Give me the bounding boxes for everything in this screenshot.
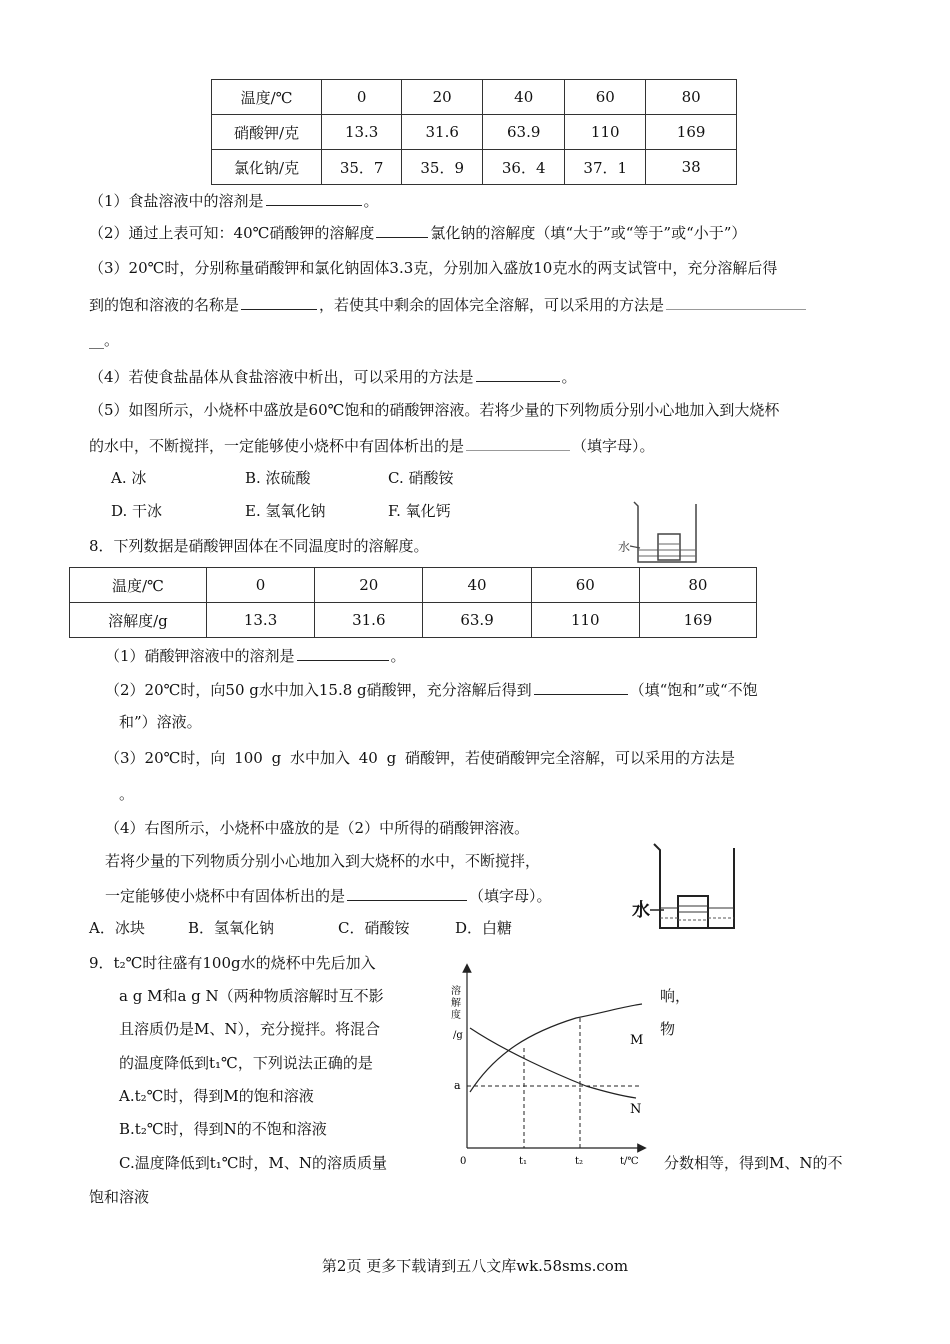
q9-stem-line3: 且溶质仍是M、N），充分搅拌。将混合 [119,1020,380,1038]
table1-cell: 20 [402,80,483,115]
q9-option-c-part2: 分数相等，得到M、N的不 [664,1154,843,1172]
answer-blank[interactable] [266,190,362,206]
table2-cell: 31.6 [315,603,423,638]
q7-option-a: A. 冰 [111,469,147,487]
q8-option-a: A．冰块 [89,919,145,937]
table1-cell: 31.6 [402,115,483,150]
table2-cell: 20 [315,568,423,603]
table2-cell: 0 [206,568,314,603]
q8-part3-line2: 。 [119,785,135,803]
curve-N-label: N [630,1102,642,1117]
q7-part2: （2）通过上表可知：40℃硝酸钾的溶解度 氯化钠的溶解度（填“大于”或“等于”或“小于”） [89,224,747,242]
table1-cell: 37．1 [565,150,646,185]
a-label: a [454,1079,461,1092]
curve-M [470,1004,642,1092]
q7-option-b: B. 浓硫酸 [245,469,311,487]
q9-option-b: B.t₂℃时，得到N的不饱和溶液 [119,1120,327,1138]
table1-cell: 13.3 [322,115,402,150]
table1-cell: 60 [565,80,646,115]
ylabel-char-1: 溶 [451,986,461,997]
table2-cell: 40 [423,568,531,603]
q9-stem-line3-end: 物 [660,1020,676,1038]
table1-row [212,150,737,185]
ylabel-char-3: 度 [451,1010,461,1021]
q8-part4-line1: （4）右图所示，小烧杯中盛放的是（2）中所得的硝酸钾溶液。 [105,819,530,837]
q8-part2-line1: （2）20℃时，向50 g水中加入15.8 g硝酸钾，充分溶解后得到 （填“饱和”或“不饱 [105,681,758,699]
table2-cell: 60 [531,568,639,603]
origin-label: 0 [460,1156,467,1167]
q7-part5-line1: （5）如图所示，小烧杯中盛放是60℃饱和的硝酸钾溶液。若将少量的下列物质分别小心地加入到大烧杯 [89,401,780,419]
page-footer: 第2页 更多下载请到五八文库wk.58sms.com [321,1257,629,1275]
answer-blank[interactable] [666,294,806,310]
beaker-figure-1 [616,500,698,570]
table1-row-header: 温度/℃ [212,80,322,115]
q7-part3-line3: __。 [89,331,120,349]
solubility-table-1 [211,79,737,185]
q8-part2-line2: 和”）溶液。 [119,713,202,731]
answer-blank[interactable] [347,885,467,901]
ylabel-char-4: /g [453,1030,463,1041]
q9-option-a: A.t₂℃时，得到M的饱和溶液 [119,1087,314,1105]
q8-part4-line2: 若将少量的下列物质分别小心地加入到大烧杯的水中，不断搅拌， [105,852,541,870]
answer-blank[interactable] [476,366,560,382]
q7-part5-line2: 的水中，不断搅拌，一定能够使小烧杯中有固体析出的是 （填字母）。 [89,437,655,455]
solubility-curve-graph [446,962,658,1172]
table2-row [70,568,757,603]
q9-stem-line2-end: 响， [660,987,691,1005]
x-axis-label: t/℃ [620,1156,639,1167]
q8-part3-line1: （3）20℃时，向 100 g 水中加入 40 g 硝酸钾，若使硝酸钾完全溶解，可以采用的方法是 [105,749,735,767]
q7-part1: （1）食盐溶液中的溶剂是 。 [89,192,379,210]
q7-option-f: F. 氧化钙 [388,502,451,520]
q8-part1: （1）硝酸钾溶液中的溶剂是 。 [105,647,406,665]
q7-option-c: C. 硝酸铵 [388,469,454,487]
q8-option-d: D．白糖 [455,919,513,937]
table2-row-header: 溶解度/g [70,603,207,638]
water-label: 水 [618,540,631,554]
solubility-table-2 [69,567,757,638]
table1-cell: 110 [565,115,646,150]
answer-blank[interactable] [241,294,317,310]
curve-M-label: M [630,1033,644,1048]
q8-part4-line3: 一定能够使小烧杯中有固体析出的是 （填字母）。 [105,887,552,905]
answer-blank[interactable] [534,679,628,695]
answer-blank[interactable] [466,435,570,451]
table2-cell: 63.9 [423,603,531,638]
water-label: 水 [632,900,650,921]
t1-label: t₁ [519,1156,528,1167]
q7-option-e: E. 氢氧化钠 [245,502,326,520]
table1-cell: 36．4 [483,150,565,185]
answer-blank[interactable] [297,645,389,661]
q7-part3-line1: （3）20℃时，分别称量硝酸钾和氯化钠固体3.3克，分别加入盛放10克水的两支试管中，充分溶解后得 [89,259,778,277]
table1-cell: 35．9 [402,150,483,185]
table1-row-header: 硝酸钾/克 [212,115,322,150]
table1-cell: 40 [483,80,565,115]
q9-stem-line1: 9．t₂℃时往盛有100g水的烧杯中先后加入 [89,954,376,972]
table1-row-header: 氯化钠/克 [212,150,322,185]
answer-blank[interactable] [376,222,428,238]
table1-cell: 0 [322,80,402,115]
table2-row-header: 温度/℃ [70,568,207,603]
q7-option-d: D. 干冰 [111,502,163,520]
beaker-figure-2 [628,840,748,935]
q8-title: 8．下列数据是硝酸钾固体在不同温度时的溶解度。 [89,537,429,555]
ylabel-char-2: 解 [451,998,461,1009]
table1-cell: 35．7 [322,150,402,185]
table2-cell: 110 [531,603,639,638]
table1-cell: 80 [646,80,737,115]
q9-stem-line4: 的温度降低到t₁℃，下列说法正确的是 [119,1054,373,1072]
q9-option-c-part1: C.温度降低到t₁℃时，M、N的溶质质量 [119,1154,388,1172]
table1-row [212,115,737,150]
q9-option-c-part3: 饱和溶液 [89,1188,150,1206]
t2-label: t₂ [575,1156,584,1167]
table1-row [212,80,737,115]
q7-part3-line2: 到的饱和溶液的名称是 ，若使其中剩余的固体完全溶解，可以采用的方法是 [89,294,808,315]
table1-cell: 38 [646,150,737,185]
curve-N [470,1028,636,1098]
q7-part4: （4）若使食盐晶体从食盐溶液中析出，可以采用的方法是 。 [89,368,577,386]
table1-cell: 63.9 [483,115,565,150]
q8-option-c: C．硝酸铵 [338,919,410,937]
table1-cell: 169 [646,115,737,150]
q8-option-b: B．氢氧化钠 [188,919,275,937]
table2-cell: 13.3 [206,603,314,638]
table2-cell: 169 [639,603,756,638]
table2-row [70,603,757,638]
q9-stem-line2: a g M和a g N（两种物质溶解时互不影 [119,987,384,1005]
table2-cell: 80 [639,568,756,603]
